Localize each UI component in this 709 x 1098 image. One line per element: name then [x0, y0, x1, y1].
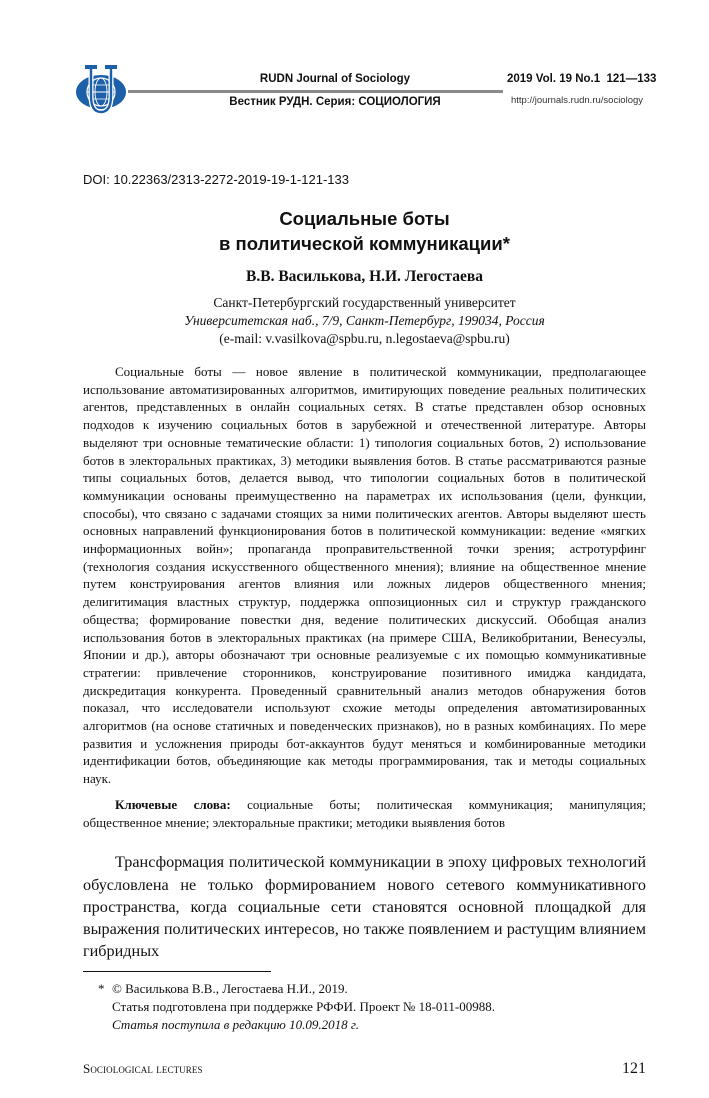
rudn-globe-logo-icon [73, 64, 129, 116]
header-rule [128, 90, 503, 93]
affiliation-emails: (e-mail: v.vasilkova@spbu.ru, n.legostaeva@spbu.ru) [219, 331, 510, 346]
article-title-line1: Социальные боты [279, 208, 450, 229]
journal-title-ru: Вестник РУДН. Серия: СОЦИОЛОГИЯ [229, 96, 441, 108]
keywords-label: Ключевые слова: [115, 796, 231, 812]
article-content [83, 120, 646, 1098]
keywords [83, 796, 646, 831]
footnote-received: Статья поступила в редакцию 10.09.2018 г. [112, 1016, 359, 1032]
affiliation-address: Университетская наб., 7/9, Санкт-Петербург, 199034, Россия [184, 313, 545, 328]
affiliation-institution: Санкт-Петербургский государственный университет [213, 295, 516, 310]
footnote-funding: Статья подготовлена при поддержке РФФИ. Проект № 18-011-00988. [112, 998, 496, 1014]
journal-title-en: RUDN Journal of Sociology [259, 73, 411, 85]
footnote-rule [83, 971, 271, 972]
article-title [0, 206, 709, 256]
footer-section: Sociological lectures [83, 1060, 203, 1076]
footnote [98, 980, 646, 1034]
footnote-copyright: © Василькова В.В., Легостаева Н.И., 2019. [112, 980, 348, 996]
issue-info: 2019 Vol. 19 No.1 121—133 [507, 73, 657, 85]
abstract: Социальные боты — новое явление в политической коммуникации, предполагающее использование автоматизированных алгоритмов, имитирующих поведение реальных политических агентов, представленных в онлайн социальных сетях. В статье представлен обзор основных подходов к изучению социальных ботов в зарубежной и отечественной литературе. Авторы выделяют три основные тематические области: 1) типология социальных ботов, 2) использование ботов в электоральных практиках, 3) методики выявления ботов. В статье рассматриваются разные типы социальных ботов, делается вывод, что типологии социальных ботов в политической коммуникации основаны преимущественно на параметрах их использования (цели, функции, способы), что связано с задачами стоящих за ними политических агентов. Авторы выделяют шесть основных направлений функционирования ботов в политической коммуникации: ведение «мягких информационных войн»; пропаганда проправительственной точки зрения; астротурфинг (технология создания искусственного общественного мнения); влияние на общественное мнение путем конструирования агентов влияния или ложных лидеров общественного мнения; делигитимация властных структур, поддержка оппозиционных сил и структур гражданского общества; формирование повестки дня, ведение политических дискуссий. Обобщая анализ использования ботов в электоральных практиках (на примере США, Великобритании, Венесуэлы, Японии и др.), авторы обозначают три основные реализуемые с их помощью коммуникативные стратегии: привлечение сторонников, конструирование позитивного имиджа кандидата, дискредитация конкурента. Проведенный сравнительный анализ методов обнаружения ботов показал, что исследователи используют схожие методы определения автоматизированных алгоритмов (на основе статичных и поведенческих признаков), но в разных комбинациях. По мере развития и усложнения природы бот-аккаунтов будут меняться и комбинированные методики идентификации ботов, объединяющие как методы программирования, так и методы социальных наук. [83, 364, 646, 787]
affiliation [83, 294, 646, 348]
page-footer [83, 1060, 646, 1098]
article-title-line2: в политической коммуникации* [219, 233, 510, 254]
body-paragraph: Трансформация политической коммуникации в эпоху цифровых технологий обусловлена не только формированием нового сетевого коммуникативного пространства, когда социальные сети становятся основной площадкой для выражения политических интересов, но также появлением и растущим влиянием гибридных [83, 853, 646, 961]
keywords-list: социальные боты; политическая коммуникация; манипуляция; общественное мнение; электоральные практики; методики выявления ботов [83, 796, 647, 830]
footnote-marker: * [98, 980, 105, 996]
doi: DOI: 10.22363/2313-2272-2019-19-1-121-133 [83, 172, 349, 187]
authors: В.В. Василькова, Н.И. Легостаева [246, 268, 483, 285]
running-header [0, 0, 709, 120]
journal-url[interactable]: http://journals.rudn.ru/sociology [511, 95, 644, 106]
page-number: 121 [622, 1059, 646, 1077]
